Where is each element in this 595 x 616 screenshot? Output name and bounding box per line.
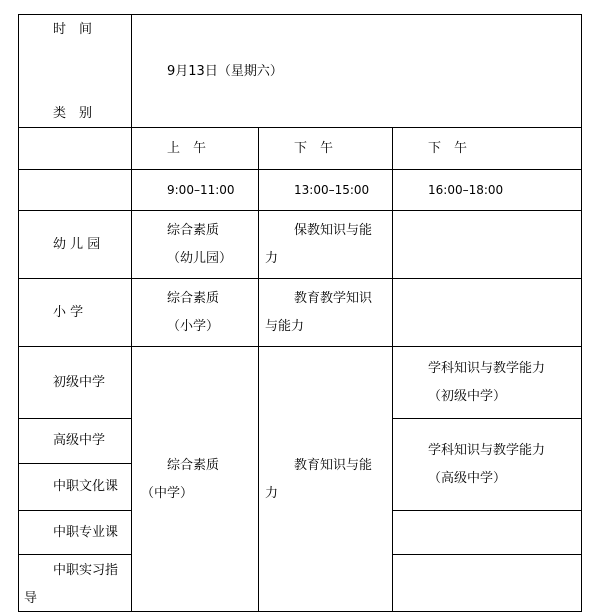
exam-date: 9月13日（星期六）: [167, 64, 283, 79]
border-left: [18, 14, 19, 612]
category-vocational-major: 中职专业课: [53, 525, 119, 540]
secondary-pm1-subject-line2: 力: [265, 486, 279, 501]
secondary-am-subject-line1: 综合素质: [167, 458, 220, 473]
am-divider: [258, 127, 259, 612]
category-vocational-intern-line2: 导: [24, 591, 38, 606]
period-afternoon-1: 下 午: [294, 141, 334, 156]
row-divider-voc-culture-label: [18, 510, 131, 511]
period-afternoon-2: 下 午: [428, 141, 468, 156]
pm-divider: [392, 127, 393, 612]
row-divider-junior-label: [18, 418, 131, 419]
primary-pm1-subject-line1: 教育教学知识: [294, 291, 373, 306]
category-vocational-intern-line1: 中职实习指: [53, 563, 119, 578]
row-divider-time: [18, 210, 582, 211]
time-afternoon-1: 13:00–15:00: [294, 183, 370, 197]
row-divider-voc-major-pm2: [392, 554, 582, 555]
kindergarten-am-subject-line1: 综合素质: [167, 223, 220, 238]
primary-am-subject-line2: （小学）: [167, 319, 220, 334]
category-kindergarten: 幼 儿 园: [53, 237, 101, 252]
category-divider: [131, 14, 132, 612]
junior-pm2-subject-line2: （初级中学）: [428, 389, 507, 404]
row-divider-primary: [18, 346, 582, 347]
border-bottom: [18, 611, 582, 612]
secondary-pm1-subject-line1: 教育知识与能: [294, 458, 373, 473]
primary-pm1-subject-line2: 与能力: [265, 319, 305, 334]
row-divider-voc-major-label: [18, 554, 131, 555]
category-primary: 小 学: [53, 305, 84, 320]
time-afternoon-2: 16:00–18:00: [428, 183, 504, 197]
corner-category-label: 类 别: [53, 106, 93, 121]
category-vocational-culture: 中职文化课: [53, 479, 119, 494]
secondary-am-subject-line2: （中学）: [141, 486, 194, 501]
row-divider-period: [18, 169, 582, 170]
period-morning: 上 午: [167, 141, 207, 156]
kindergarten-am-subject-line2: （幼儿园）: [167, 251, 233, 266]
kindergarten-pm1-subject-line2: 力: [265, 251, 279, 266]
senior-pm2-subject-line2: （高级中学）: [428, 471, 507, 486]
category-senior-middle: 高级中学: [53, 433, 106, 448]
row-divider-senior-pm2: [392, 510, 582, 511]
time-morning: 9:00–11:00: [167, 183, 235, 197]
corner-time-label: 时 间: [53, 22, 93, 37]
border-top: [18, 14, 582, 15]
row-divider-junior-pm2: [392, 418, 582, 419]
category-junior-middle: 初级中学: [53, 375, 106, 390]
row-divider-kindergarten: [18, 278, 582, 279]
kindergarten-pm1-subject-line1: 保教知识与能: [294, 223, 373, 238]
junior-pm2-subject-line1: 学科知识与教学能力: [428, 361, 546, 376]
row-divider-header: [18, 127, 582, 128]
row-divider-senior-label: [18, 463, 131, 464]
senior-pm2-subject-line1: 学科知识与教学能力: [428, 443, 546, 458]
border-right: [581, 14, 582, 612]
primary-am-subject-line1: 综合素质: [167, 291, 220, 306]
